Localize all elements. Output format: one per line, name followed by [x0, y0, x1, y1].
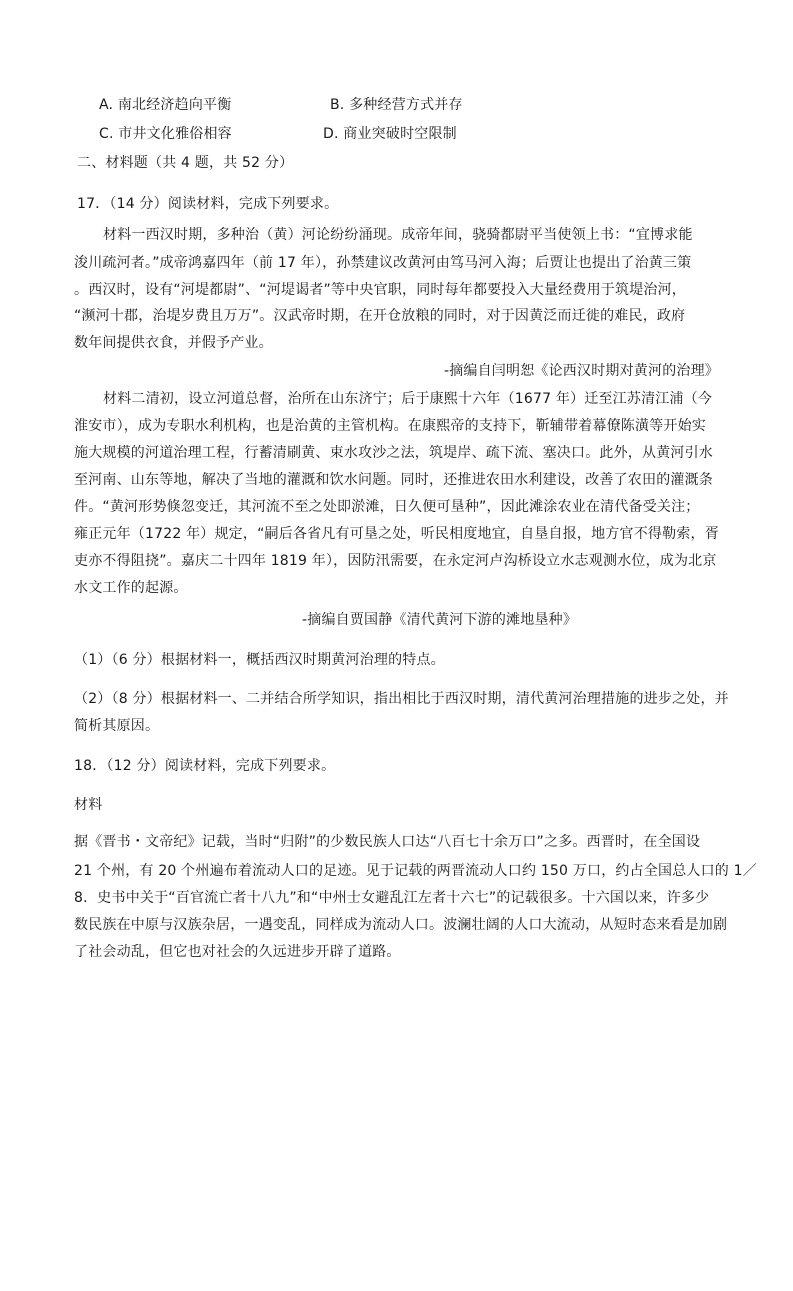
- q17-material2-line: 材料二清初，设立河道总督，治所在山东济宁；后于康熙十六年（1677 年）迁至江苏清江浦（今: [103, 391, 713, 407]
- q18-material-line: 据《晋书・文帝纪》记载，当时“归附”的少数民族人口达“八百七十余万口”之多。西晋时，在全国设: [74, 834, 701, 850]
- q17-subquestion-2-line: 简析其原因。: [74, 718, 160, 734]
- source-citation-2: -摘编自贾国静《清代黄河下游的滩地垦种》: [302, 612, 578, 628]
- option-c: C. 市井文化雅俗相容: [99, 126, 232, 142]
- q17-material2-line: 吏亦不得阻挠”。嘉庆二十四年 1819 年），因防汛需要，在永定河卢沟桥设立水志观测水位，成为北京: [74, 553, 717, 569]
- q17-subquestion-2-line: （2）（8 分）根据材料一、二并结合所学知识，指出相比于西汉时期，清代黄河治理措施的进步之处，并: [74, 691, 729, 707]
- q18-material-label: 材料: [74, 797, 103, 813]
- q17-material2-line: 至河南、山东等地，解决了当地的灌溉和饮水问题。同时，还推进农田水利建设，改善了农田的灌溉条: [74, 472, 713, 488]
- q17-material2-line: 施大规模的河道治理工程，行蓄清刷黄、束水攻沙之法，筑堤岸、疏下流、塞决口。此外，从黄河引水: [74, 445, 713, 461]
- q17-material1-line: 材料一西汉时期，多种治（黄）河论纷纷涌现。成帝年间，骁骑都尉平当使领上书：“宜博求能: [103, 227, 693, 243]
- question-18-header: 18．（12 分）阅读材料，完成下列要求。: [74, 758, 336, 774]
- q18-material-line: 了社会动乱，但它也对社会的久远进步开辟了道路。: [74, 944, 401, 960]
- q17-material2-line: 淮安市），成为专职水利机构，也是治黄的主管机构。在康熙帝的支持下，靳辅带着幕僚陈潢等开始实: [74, 418, 706, 434]
- option-a: A. 南北经济趋向平衡: [99, 97, 232, 113]
- q18-material-line: 数民族在中原与汉族杂居，一遇变乱，同样成为流动人口。波澜壮阔的人口大流动，从短时态来看是加剧: [74, 917, 728, 933]
- q17-material1-line: “濒河十郡，治堤岁费且万万”。汉武帝时期，在开仓放粮的同时，对于因黄泛而迁徙的难民，政府: [74, 308, 686, 324]
- section-title: 二、材料题（共 4 题，共 52 分）: [77, 155, 294, 171]
- q17-material2-line: 雍正元年（1722 年）规定，“嗣后各省凡有可垦之处，听民相度地宜，自垦自报，地方官不得勒索，胥: [74, 526, 719, 542]
- q17-material2-line: 水文工作的起源。: [74, 580, 188, 596]
- q17-material2-line: 件。“黄河形势倏忽变迁，其河流不至之处即淤滩，日久便可垦种”，因此滩涂农业在清代备受关注；: [74, 499, 700, 515]
- question-17-header: 17．（14 分）阅读材料，完成下列要求。: [77, 196, 339, 212]
- q17-material1-line: 浚川疏河者。”成帝鸿嘉四年（前 17 年），孙禁建议改黄河由笃马河入海；后贾让也提出了治黄三策: [74, 255, 692, 271]
- q17-material1-line: 数年间提供衣食，并假予产业。: [74, 335, 273, 351]
- source-citation-1: -摘编自闫明恕《论西汉时期对黄河的治理》: [443, 363, 719, 379]
- q18-material-line: 8．史书中关于“百官流亡者十八九”和“中州士女避乱江左者十六七”的记载很多。十六国以来，许多少: [74, 890, 710, 906]
- option-d: D. 商业突破时空限制: [323, 126, 457, 142]
- option-b: B. 多种经营方式并存: [330, 97, 463, 113]
- q17-subquestion-1: （1）（6 分）根据材料一，概括西汉时期黄河治理的特点。: [74, 652, 445, 668]
- q17-material1-line: 。西汉时，设有“河堤都尉”、“河堤谒者”等中央官职，同时每年都要投入大量经费用于筑堤治河，: [74, 282, 687, 298]
- q18-material-line: 21 个州，有 20 个州遍布着流动人口的足迹。见于记载的两晋流动人口约 150 万口，约占全国总人口的 1／: [74, 863, 757, 879]
